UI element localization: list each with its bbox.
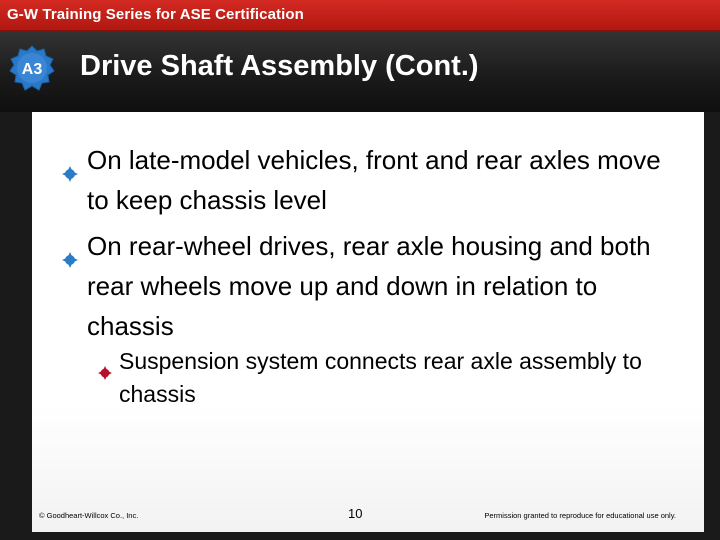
- bullet-item: [62, 226, 672, 346]
- page-title: Drive Shaft Assembly (Cont.): [80, 50, 479, 82]
- subbullet-item: [98, 345, 658, 411]
- series-bar: [0, 0, 720, 32]
- subbullet-icon: [98, 356, 112, 370]
- series-title: G-W Training Series for ASE Certification: [7, 6, 304, 23]
- a3-badge-icon: [9, 45, 55, 91]
- badge-label: A3: [21, 61, 43, 78]
- subbullet-text: Suspension system connects rear axle assembly to chassis: [119, 348, 642, 407]
- bullet-icon: [62, 153, 78, 169]
- permission-text: Permission granted to reproduce for educational use only.: [484, 511, 676, 520]
- bullet-text: On rear-wheel drives, rear axle housing and both rear wheels move up and down in relation to chassis: [87, 231, 651, 341]
- bullet-text: On late-model vehicles, front and rear axles move to keep chassis level: [87, 145, 661, 215]
- page-number: 10: [348, 506, 363, 521]
- bullet-item: [62, 140, 672, 220]
- content-panel: [32, 112, 704, 532]
- bullet-icon: [62, 239, 78, 255]
- copyright-text: © Goodheart-Willcox Co., Inc.: [39, 511, 139, 520]
